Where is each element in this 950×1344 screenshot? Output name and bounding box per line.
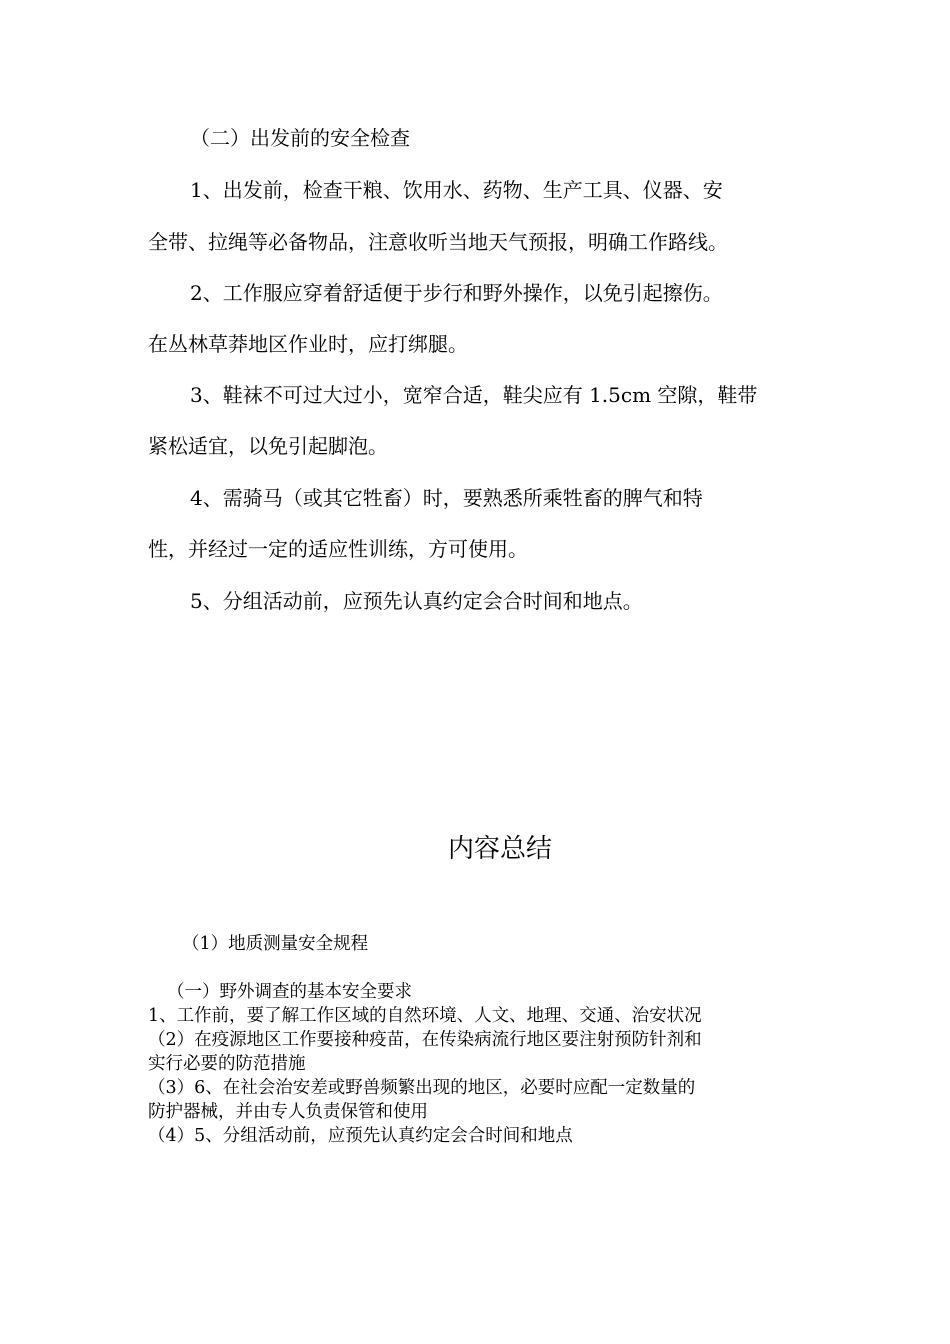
- paragraph-2-line-2: 在丛林草莽地区作业时，应打绑腿。: [148, 332, 468, 356]
- summary-title: 内容总结: [448, 834, 553, 864]
- paragraph-1-line-1: 1、出发前，检查干粮、饮用水、药物、生产工具、仪器、安: [190, 178, 723, 202]
- paragraph-3-line-2: 紧松适宜，以免引起脚泡。: [148, 434, 388, 458]
- summary-item-4-line-2: 实行必要的防范措施: [148, 1054, 306, 1074]
- summary-item-6: （4）5、分组活动前，应预先认真约定会合时间和地点: [148, 1126, 573, 1146]
- paragraph-2-line-1: 2、工作服应穿着舒适便于步行和野外操作，以免引起擦伤。: [190, 281, 723, 305]
- paragraph-5-line-1: 5、分组活动前，应预先认真约定会合时间和地点。: [190, 589, 643, 613]
- summary-item-2: （一）野外调查的基本安全要求: [167, 982, 412, 1002]
- paragraph-3-line-1: 3、鞋袜不可过大过小，宽窄合适，鞋尖应有 1.5cm 空隙，鞋带: [190, 383, 758, 407]
- summary-item-4-line-1: （2）在疫源地区工作要接种疫苗，在传染病流行地区要注射预防针剂和: [148, 1030, 702, 1050]
- section-heading: （二）出发前的安全检查: [190, 126, 410, 150]
- paragraph-4-line-1: 4、需骑马（或其它牲畜）时，要熟悉所乘牲畜的脾气和特: [190, 486, 703, 510]
- summary-item-3: 1、工作前，要了解工作区域的自然环境、人文、地理、交通、治安状况: [148, 1006, 702, 1026]
- summary-item-1: （1）地质测量安全规程: [182, 934, 369, 954]
- paragraph-1-line-2: 全带、拉绳等必备物品，注意收听当地天气预报，明确工作路线。: [148, 230, 728, 254]
- paragraph-4-line-2: 性，并经过一定的适应性训练，方可使用。: [148, 537, 528, 561]
- summary-item-5-line-2: 防护器械，并由专人负责保管和使用: [148, 1102, 428, 1122]
- summary-item-5-line-1: （3）6、在社会治安差或野兽频繁出现的地区，必要时应配一定数量的: [148, 1078, 696, 1098]
